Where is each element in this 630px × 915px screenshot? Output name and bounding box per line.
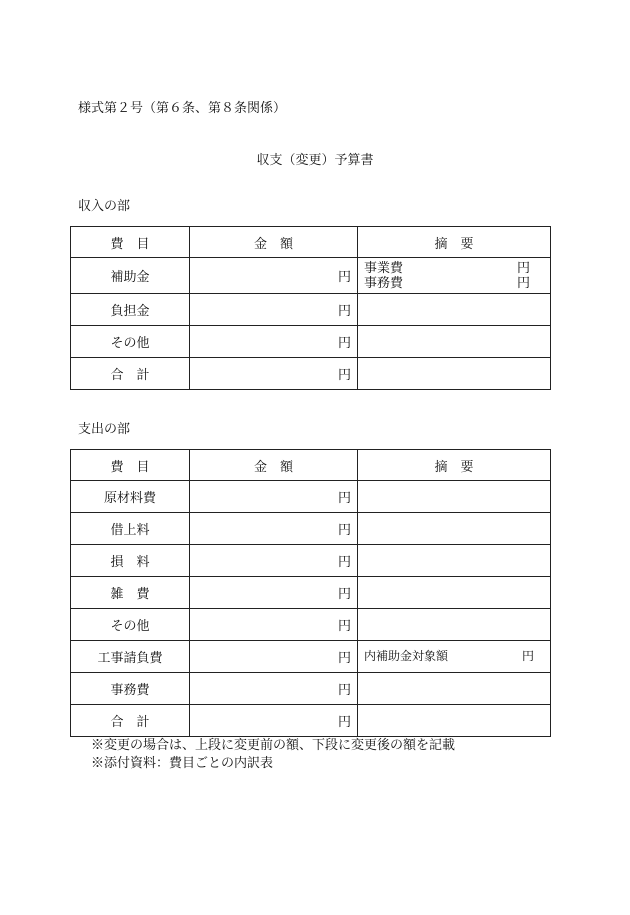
header-amount: 金 額	[190, 450, 358, 481]
row-notes[interactable]	[358, 294, 551, 326]
footnote: ※添付資料：費目ごとの内訳表	[91, 756, 274, 771]
row-item: 借上料	[71, 513, 190, 545]
table-row-total	[71, 705, 551, 737]
table-row	[71, 577, 551, 609]
note-label: 内補助金対象額	[364, 649, 449, 663]
header-item: 費 目	[71, 227, 190, 258]
row-amount[interactable]: 円	[190, 577, 358, 609]
document-title: 収支（変更）予算書	[256, 153, 374, 168]
row-amount[interactable]: 円	[190, 258, 358, 294]
row-notes[interactable]	[358, 481, 551, 513]
row-amount[interactable]: 円	[190, 294, 358, 326]
row-item: 損 料	[71, 545, 190, 577]
note-line	[364, 276, 550, 291]
table-row	[71, 641, 551, 673]
table-row	[71, 481, 551, 513]
row-item: 工事請負費	[71, 641, 190, 673]
row-notes[interactable]	[358, 673, 551, 705]
row-item: 補助金	[71, 258, 190, 294]
note-line	[364, 261, 550, 276]
expense-section-heading: 支出の部	[78, 422, 131, 437]
row-notes[interactable]	[358, 258, 551, 294]
table-row	[71, 294, 551, 326]
income-section-heading: 収入の部	[78, 199, 131, 214]
row-amount[interactable]: 円	[190, 326, 358, 358]
table-row	[71, 513, 551, 545]
row-notes[interactable]	[358, 545, 551, 577]
row-amount[interactable]: 円	[190, 673, 358, 705]
row-item: 事務費	[71, 673, 190, 705]
row-notes[interactable]	[358, 705, 551, 737]
table-header-row	[71, 450, 551, 481]
note-unit: 円	[516, 260, 530, 276]
row-notes[interactable]	[358, 641, 551, 673]
row-amount[interactable]: 円	[190, 358, 358, 390]
row-amount[interactable]: 円	[190, 545, 358, 577]
row-notes[interactable]	[358, 513, 551, 545]
note-unit: 円	[516, 275, 530, 291]
row-item: 合 計	[71, 358, 190, 390]
form-number: 様式第２号（第６条、第８条関係）	[78, 101, 287, 116]
table-row	[71, 545, 551, 577]
header-amount: 金 額	[190, 227, 358, 258]
row-notes[interactable]	[358, 326, 551, 358]
row-amount[interactable]: 円	[190, 609, 358, 641]
row-notes[interactable]	[358, 577, 551, 609]
row-item: 負担金	[71, 294, 190, 326]
row-amount[interactable]: 円	[190, 705, 358, 737]
row-amount[interactable]: 円	[190, 641, 358, 673]
header-item: 費 目	[71, 450, 190, 481]
table-row-total	[71, 358, 551, 390]
expense-table	[70, 449, 551, 737]
note-label: 事業費	[364, 260, 404, 276]
table-row	[71, 673, 551, 705]
row-amount[interactable]: 円	[190, 481, 358, 513]
row-item: 合 計	[71, 705, 190, 737]
row-item: 雑 費	[71, 577, 190, 609]
note-line	[364, 649, 550, 664]
header-notes: 摘 要	[358, 450, 551, 481]
row-item: その他	[71, 609, 190, 641]
footnotes	[91, 737, 455, 773]
row-item: 原材料費	[71, 481, 190, 513]
note-label: 事務費	[364, 275, 404, 291]
row-notes[interactable]	[358, 609, 551, 641]
footnote: ※変更の場合は、上段に変更前の額、下段に変更後の額を記載	[91, 738, 456, 753]
row-item: その他	[71, 326, 190, 358]
header-notes: 摘 要	[358, 227, 551, 258]
row-notes[interactable]	[358, 358, 551, 390]
table-row	[71, 609, 551, 641]
note-unit: 円	[521, 649, 534, 663]
income-table	[70, 226, 551, 390]
table-header-row	[71, 227, 551, 258]
table-row	[71, 326, 551, 358]
table-row	[71, 258, 551, 294]
row-amount[interactable]: 円	[190, 513, 358, 545]
